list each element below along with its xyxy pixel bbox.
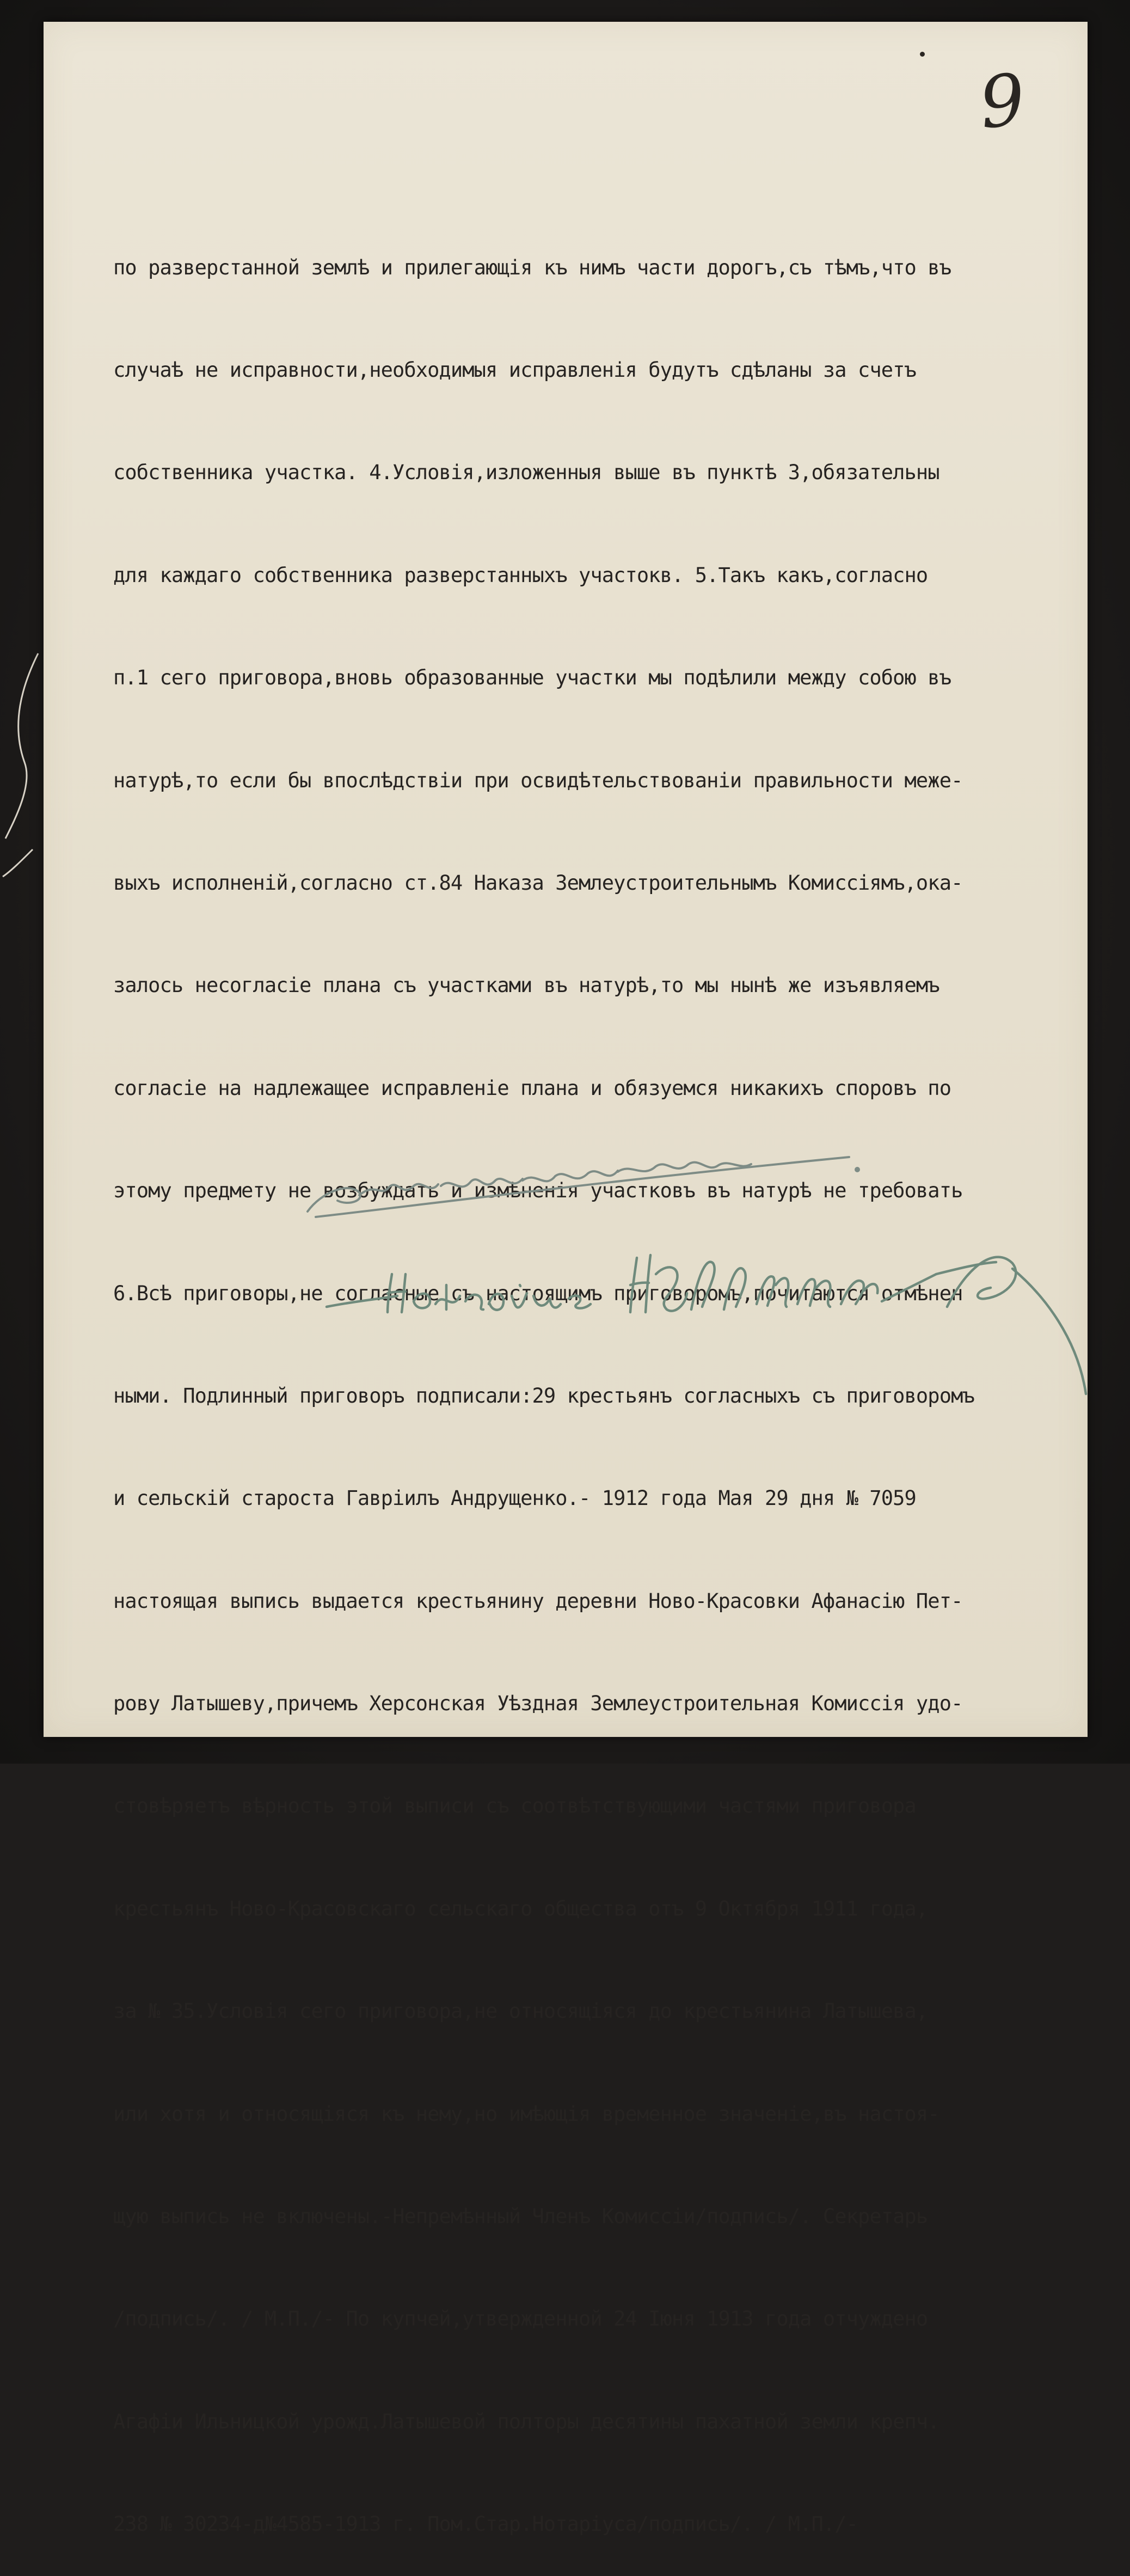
text-line: рову Латышеву,причемъ Херсонская Уѣздная Землеустроительная Комиссія удо- [113,1692,963,1716]
text-line: настоящая выпись выдается крестьянину деревни Ново-Красовки Афанасію Пет- [113,1589,963,1613]
text-line: за № 35.Условія сего приговора,не относящіяся до крестьянина Латышева, [113,1999,928,2023]
text-line: Агафіи Ильницкой урожд.Латышевой полторы десятины пахатной земли крепч. [113,2409,939,2433]
typed-text-body [113,182,1093,2576]
text-line: и сельскій староста Гавріилъ Андрущенко.- 1912 года Мая 29 дня № 7059 [113,1486,916,1510]
text-line: согласіе на надлежащее исправленіе плана и обязуемся никакихъ споровъ по [113,1076,951,1100]
text-line: залось несогласіе плана съ участками въ натурѣ,то мы нынѣ же изъявляемъ [113,974,939,998]
text-line: выхъ исполненій,согласно ст.84 Наказа Землеустроительнымъ Комиссіямъ,ока- [113,871,963,895]
text-line: по разверстанной землѣ и прилегающія къ нимъ части дорогъ,съ тѣмъ,что въ [113,255,951,279]
text-line: для каждаго собственника разверстанныхъ участокв. 5.Такъ какъ,согласно [113,563,928,587]
text-line: п.1 сего приговора,вновь образованные участки мы подѣлили между собою въ [113,666,951,690]
text-line: случаѣ не исправности,необходимыя исправленія будутъ сдѣланы за счетъ [113,358,916,382]
text-line: щую выпись не включены.-Непремѣнный Членъ Комиссіи/подпись/. Секретарь [113,2205,928,2229]
text-line: 6.Всѣ приговоры,не согласные съ настоящимъ приговоромъ,почитаются отмѣнен [113,1281,963,1305]
text-line: /подпись/. / М.П./- По купчей,утвержденной 24 Іюня 1913 года отчуждено [113,2307,928,2331]
page-number: 9 [975,58,1029,145]
ink-dot [920,52,925,57]
text-line: или хотя и относящіяся къ нему,но имѣющія временное значеніе,въ настоя- [113,2102,939,2126]
text-line: натурѣ,то если бы впослѣдствіи при освидѣтельствованіи правильности меже- [113,768,963,792]
text-line: 238 № 30234-д№4585-1913 г. Пом.Стар.Нотаріуса/подпись/. / М.П./- [113,2512,858,2536]
text-line: этому предмету не возбуждать и измѣненія участковъ въ натурѣ не требовать [113,1179,963,1203]
text-line: ными. Подлинный приговоръ подписали:29 крестьянъ согласныхъ съ приговоромъ [113,1384,974,1408]
text-line: крестьянъ Ново-Красовскаго сельскаго общества отъ 9 Октября 1911 года, [113,1896,928,1920]
text-line: стовѣряетъ вѣрность этой выписи съ соотвѣтствующими частями приговора [113,1794,916,1818]
text-line: собственника участка. 4.Условія,изложенныя выше въ пунктѣ 3,обязательны [113,461,939,485]
